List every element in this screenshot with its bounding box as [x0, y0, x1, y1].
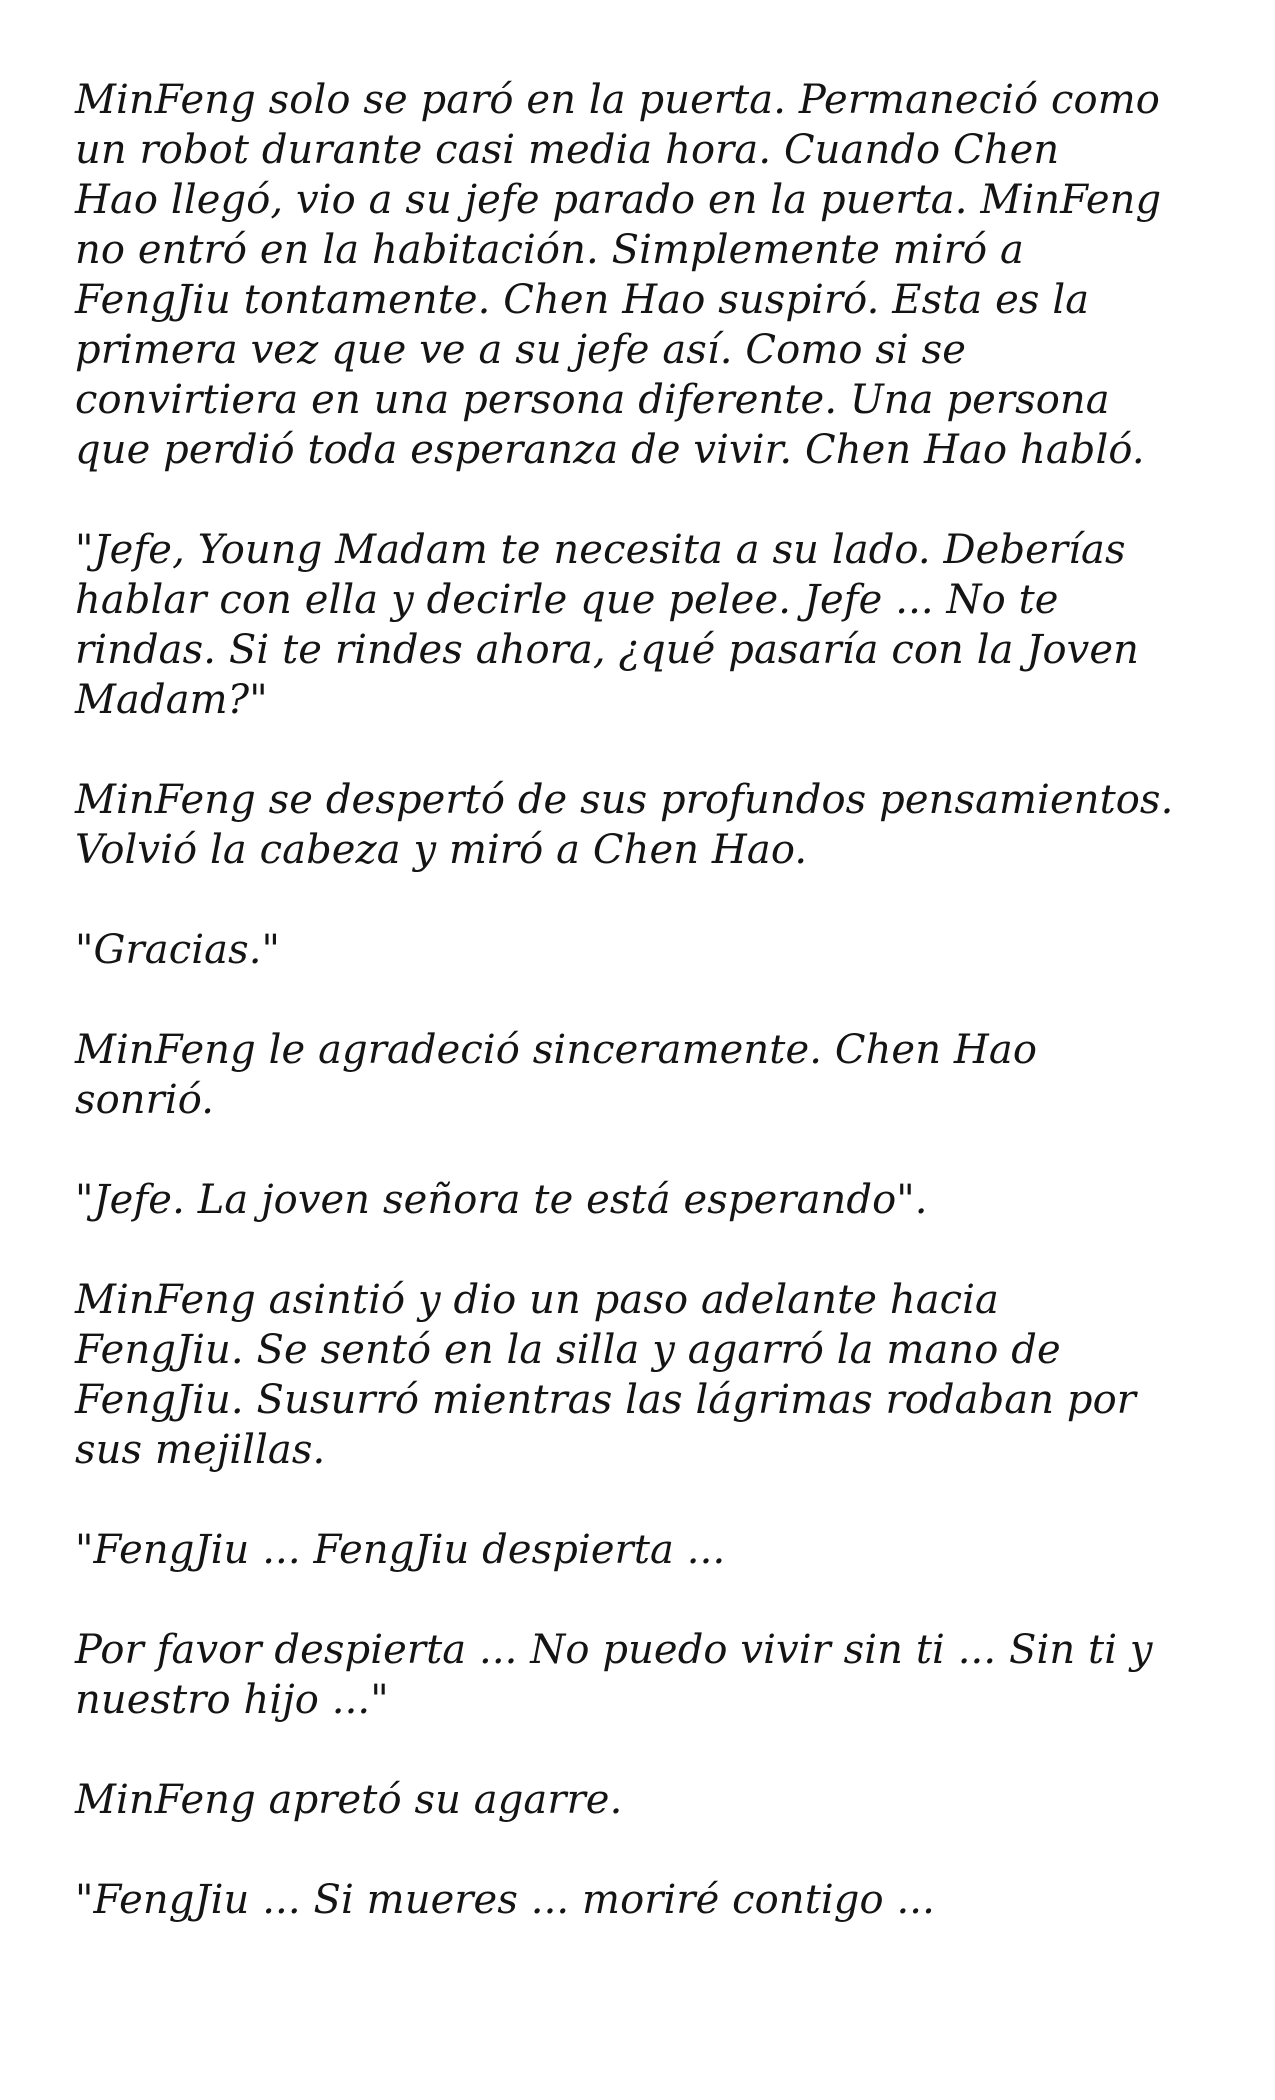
story-text: [75, 75, 1220, 1925]
paragraph-11: "FengJiu ... Si mueres ... moriré contigo ...: [75, 1877, 935, 1923]
paragraph-1: MinFeng solo se paró en la puerta. Permaneció como un robot durante casi media hora. Cuando Chen Hao llegó, vio a su jefe parado en la puerta. MinFeng no entró en la habitación. Simplemente miró a FengJiu tontamente. Chen Hao suspiró. Esta es la primera vez que ve a su jefe así. Como si se convirtiera en una persona diferente. Una persona que perdió toda esperanza de vivir. Chen Hao habló.: [75, 77, 1162, 473]
paragraph-3: MinFeng se despertó de sus profundos pensamientos. Volvió la cabeza y miró a Chen Hao.: [75, 777, 1174, 873]
paragraph-2: "Jefe, Young Madam te necesita a su lado. Deberías hablar con ella y decirle que pelee. Jefe ... No te rindas. Si te rindes ahora, ¿qué pasaría con la Joven Madam?": [75, 527, 1140, 723]
paragraph-8: "FengJiu ... FengJiu despierta ...: [75, 1527, 726, 1573]
paragraph-6: "Jefe. La joven señora te está esperando".: [75, 1177, 928, 1223]
paragraph-4: "Gracias.": [75, 927, 281, 973]
paragraph-7: MinFeng asintió y dio un paso adelante hacia FengJiu. Se sentó en la silla y agarró la mano de FengJiu. Susurró mientras las lágrimas rodaban por sus mejillas.: [75, 1277, 1137, 1473]
paragraph-5: MinFeng le agradeció sinceramente. Chen Hao sonrió.: [75, 1027, 1037, 1123]
paragraph-10: MinFeng apretó su agarre.: [75, 1777, 623, 1823]
paragraph-9: Por favor despierta ... No puedo vivir sin ti ... Sin ti y nuestro hijo ...": [75, 1627, 1153, 1723]
